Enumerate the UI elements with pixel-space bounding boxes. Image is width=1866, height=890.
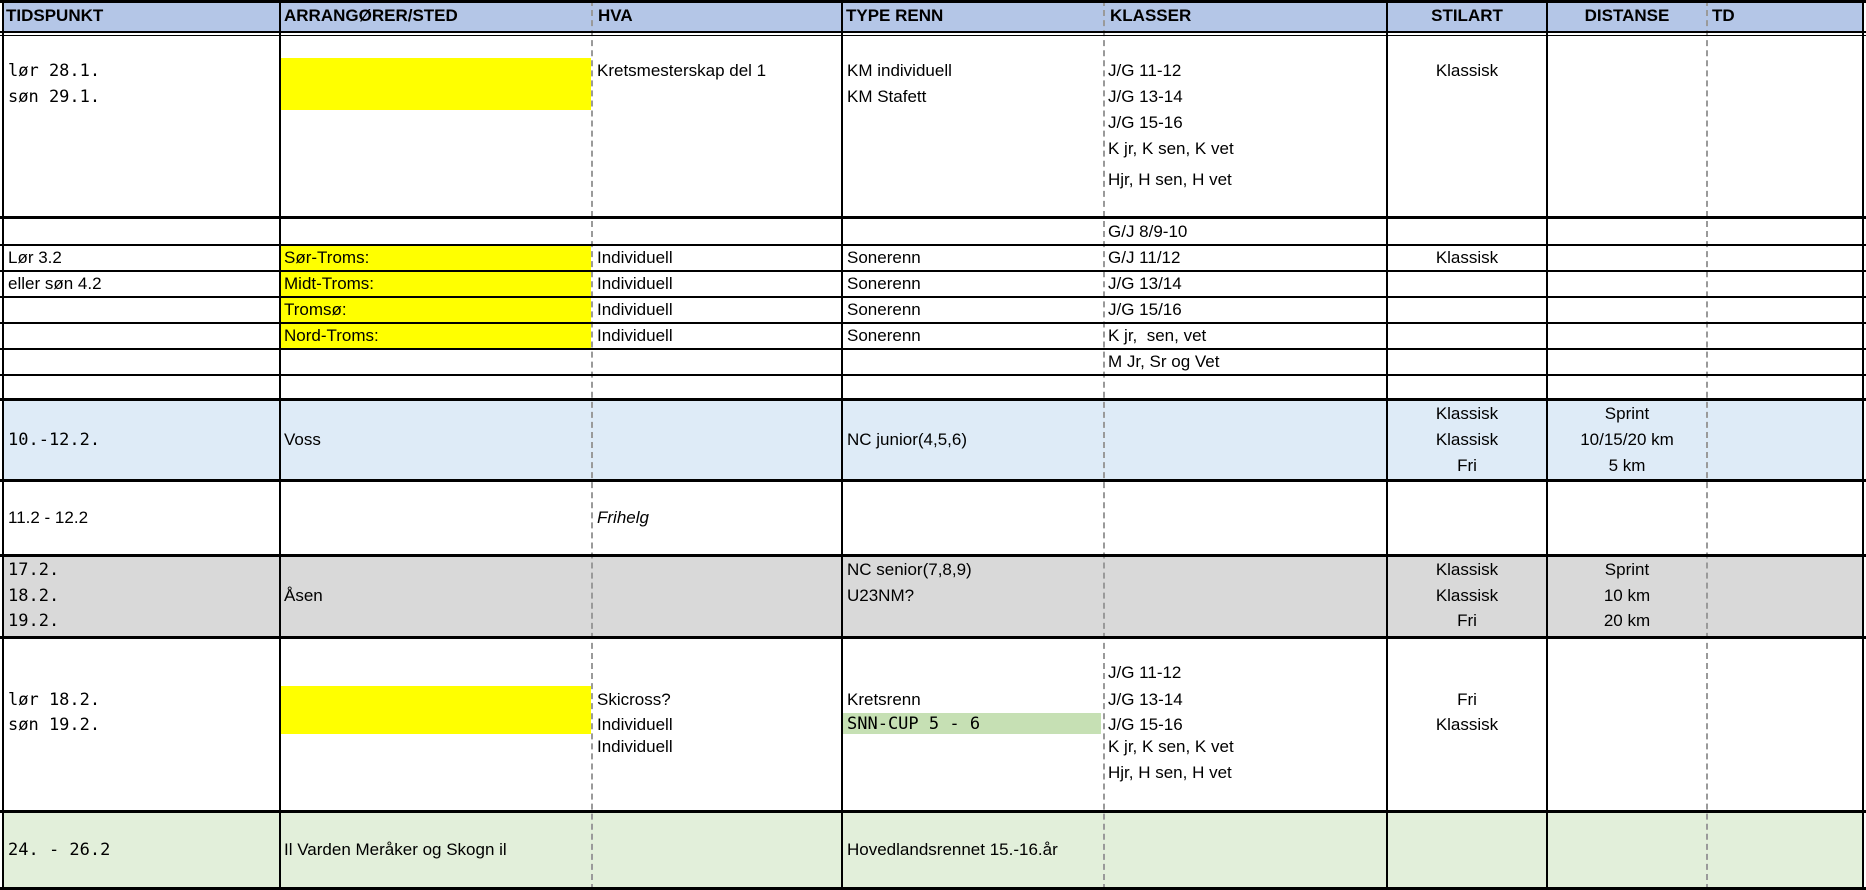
- hline-header-2: [0, 35, 1866, 36]
- block1-klasse-4: K jr, K sen, K vet: [1108, 139, 1234, 158]
- block5-tid-2: 18.2.: [8, 586, 60, 606]
- block6-type1: Kretsrenn: [847, 690, 921, 709]
- hline-r1: [0, 244, 1866, 246]
- block1-hva: Kretsmesterskap del 1: [597, 61, 767, 80]
- block6-hva-1: Skicross?: [597, 690, 671, 709]
- hline-block3-end: [0, 479, 1866, 482]
- vline-type: [841, 0, 843, 890]
- hline-r5: [0, 348, 1866, 350]
- block6-stilart-2: Klassisk: [1435, 715, 1499, 734]
- block3-distanse-2: 10/15/20 km: [1580, 430, 1674, 449]
- block5-tid-1: 17.2.: [8, 560, 60, 580]
- block1-stilart: Klassisk: [1435, 61, 1499, 80]
- hline-block5-end: [0, 636, 1866, 639]
- block2-row4-sted: Nord-Troms:: [284, 326, 379, 345]
- block7-type: Hovedlandsrennet 15.-16.år: [847, 840, 1058, 859]
- block3-type: NC junior(4,5,6): [847, 430, 967, 449]
- block2-row3-sted: Tromsø:: [284, 300, 347, 319]
- block6-klasse-1: J/G 11-12: [1108, 663, 1182, 682]
- block1-klasse-5: Hjr, H sen, H vet: [1108, 170, 1232, 189]
- block1-type2: KM Stafett: [847, 87, 927, 106]
- block2-row3-klasse: J/G 15/16: [1108, 300, 1182, 319]
- block5-distanse-2: 10 km: [1603, 586, 1651, 605]
- hline-top: [0, 0, 1866, 3]
- hline-r3: [0, 296, 1866, 298]
- vline-hva: [591, 0, 593, 890]
- block2-klasse5: M Jr, Sr og Vet: [1108, 352, 1220, 371]
- header-hva: HVA: [598, 6, 633, 25]
- vline-klasser: [1103, 0, 1105, 890]
- block2-row3-hva: Individuell: [597, 300, 673, 319]
- hline-block2-end: [0, 398, 1866, 401]
- block6-hva-3: Individuell: [597, 737, 673, 756]
- block1-klasse-3: J/G 15-16: [1108, 113, 1183, 132]
- yellow-cell-block1: [281, 58, 591, 110]
- block2-row2-sted: Midt-Troms:: [284, 274, 375, 293]
- block1-klasse-1: J/G 11-12: [1108, 61, 1182, 80]
- block1-date2: søn 29.1.: [8, 87, 101, 107]
- block6-hva-2: Individuell: [597, 715, 673, 734]
- hline-header: [0, 31, 1866, 33]
- block2-row4-hva: Individuell: [597, 326, 673, 345]
- block2-row1-sted: Sør-Troms:: [284, 248, 370, 267]
- block1-type1: KM individuell: [847, 61, 952, 80]
- block3-sted: Voss: [284, 430, 321, 449]
- block4-tid: 11.2 - 12.2: [8, 508, 89, 527]
- block5-tid-3: 19.2.: [8, 611, 60, 631]
- block1-klasse-2: J/G 13-14: [1108, 87, 1183, 106]
- block5-stilart-1: Klassisk: [1435, 560, 1499, 579]
- block5-distanse-3: 20 km: [1603, 611, 1651, 630]
- block1-date1: lør 28.1.: [8, 61, 101, 81]
- hline-r2: [0, 270, 1866, 272]
- block6-klasse-5: Hjr, H sen, H vet: [1108, 763, 1232, 782]
- block2-row4-type: Sonerenn: [847, 326, 921, 345]
- block2-row3-type: Sonerenn: [847, 300, 921, 319]
- block2-row1-tid: Lør 3.2: [8, 248, 62, 267]
- block3-stilart-3: Fri: [1457, 456, 1477, 475]
- block5-sted: Åsen: [284, 586, 323, 605]
- block3-distanse-1: Sprint: [1604, 404, 1650, 423]
- hline-block1-end: [0, 216, 1866, 219]
- header-arrangor: ARRANGØRER/STED: [284, 6, 458, 25]
- yellow-cell-block6: [281, 686, 591, 734]
- block2-row2-hva: Individuell: [597, 274, 673, 293]
- header-klasser: KLASSER: [1110, 6, 1192, 25]
- block2-row4-klasse: K jr, sen, vet: [1108, 326, 1207, 345]
- vline-right: [1862, 0, 1864, 890]
- block7-sted: Il Varden Meråker og Skogn il: [284, 840, 507, 859]
- block5-stilart-3: Fri: [1457, 611, 1477, 630]
- block2-row1-klasse: G/J 11/12: [1108, 248, 1181, 267]
- block2-row2-tid: eller søn 4.2: [8, 274, 102, 293]
- block6-date1: lør 18.2.: [8, 690, 101, 710]
- block2-klasse0: G/J 8/9-10: [1108, 222, 1188, 241]
- block2-row1-type: Sonerenn: [847, 248, 921, 267]
- header-td: TD: [1712, 6, 1735, 25]
- block5-type1: NC senior(7,8,9): [847, 560, 972, 579]
- vline-arrangor: [279, 0, 281, 890]
- block3-stilart-2: Klassisk: [1435, 430, 1499, 449]
- header-type: TYPE RENN: [846, 6, 944, 25]
- block5-stilart-2: Klassisk: [1435, 586, 1499, 605]
- vline-td: [1706, 0, 1708, 890]
- block3-stilart-1: Klassisk: [1435, 404, 1499, 423]
- hline-block4-end: [0, 554, 1866, 557]
- block6-klasse-3: J/G 15-16: [1108, 715, 1183, 734]
- header-distanse: DISTANSE: [1584, 6, 1670, 25]
- hline-r4: [0, 322, 1866, 324]
- block5-distanse-1: Sprint: [1604, 560, 1650, 579]
- block2-row1-stilart: Klassisk: [1435, 248, 1499, 267]
- block3-tid: 10.-12.2.: [8, 430, 101, 450]
- block4-hva: Frihelg: [597, 508, 649, 527]
- block3-distanse-3: 5 km: [1608, 456, 1646, 475]
- block5-type2: U23NM?: [847, 586, 915, 605]
- block6-klasse-4: K jr, K sen, K vet: [1108, 737, 1234, 756]
- block2-row2-klasse: J/G 13/14: [1108, 274, 1182, 293]
- hline-block6-end: [0, 810, 1866, 813]
- hline-r6: [0, 374, 1866, 376]
- header-stilart: STILART: [1431, 6, 1503, 25]
- block2-row2-type: Sonerenn: [847, 274, 921, 293]
- block2-row1-hva: Individuell: [597, 248, 673, 267]
- block7-tid: 24. - 26.2: [8, 840, 111, 860]
- block6-klasse-2: J/G 13-14: [1108, 690, 1183, 709]
- header-tidspunkt: TIDSPUNKT: [6, 6, 104, 25]
- block6-stilart-1: Fri: [1457, 690, 1477, 709]
- block6-type2: SNN-CUP 5 - 6: [847, 714, 981, 734]
- block6-date2: søn 19.2.: [8, 715, 101, 735]
- vline-left: [2, 0, 4, 890]
